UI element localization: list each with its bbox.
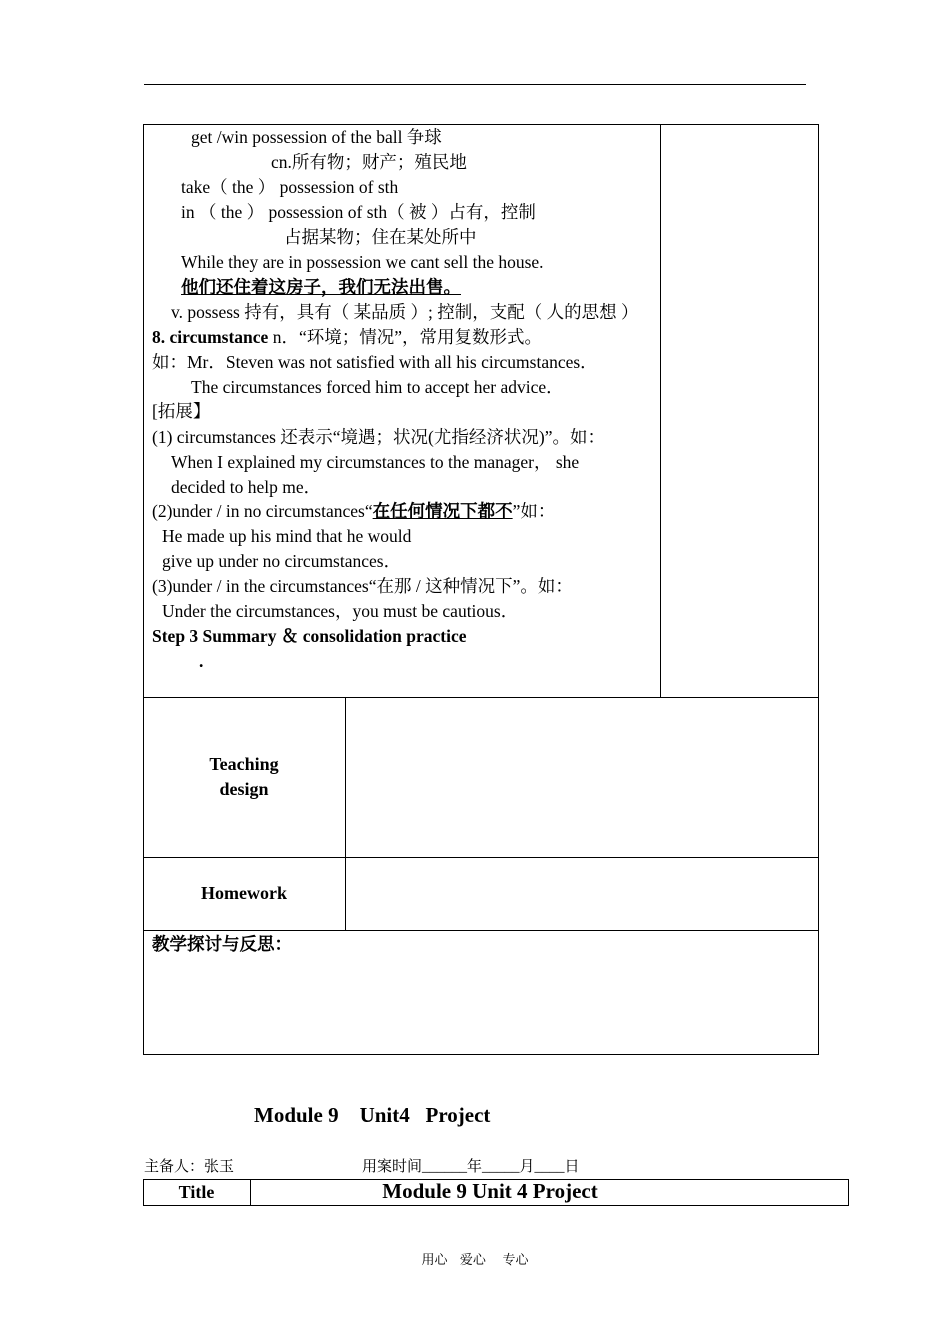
usage-date: 用案时间______年_____月____日 [362, 1159, 580, 1175]
lesson-line: The circumstances forced him to accept her advice． [191, 377, 564, 397]
reflection-label: 教学探讨与反思： [152, 934, 292, 954]
lesson-line: Under the circumstances，you must be cautious． [162, 601, 519, 621]
lesson-column-divider [660, 124, 661, 697]
teaching-design-label-line2: design [219, 779, 269, 799]
lesson-line: give up under no circumstances． [162, 551, 402, 571]
lesson-line: get /win possession of the ball 争球 [191, 127, 442, 147]
lesson-line: When I explained my circumstances to the manager， she [171, 452, 580, 472]
lesson-line: He made up his mind that he would [162, 526, 412, 546]
row-divider-3 [143, 930, 819, 931]
preparer: 主备人：张玉 [144, 1159, 235, 1175]
lesson-line: (3)under / in the circumstances“在那 / 这种情况下”。如： [152, 576, 573, 596]
lesson-line-translation: 他们还住着这房子，我们无法出售。 [181, 277, 461, 297]
title-value: Module 9 Unit 4 Project [382, 1179, 598, 1203]
row-divider-1 [143, 697, 819, 698]
label-column-divider [345, 697, 346, 930]
page-footer: 用心 爱心 专心 [421, 1253, 529, 1268]
lesson-line: 如：Mr．Steven was not satisfied with all his circumstances． [152, 352, 598, 372]
phrase-meaning: 在任何情况下都不 [372, 501, 513, 521]
step-heading: Step 3 Summary ＆ consolidation practice [152, 626, 467, 646]
teaching-design-label-line1: Teaching [209, 754, 279, 774]
phrase-suffix: ”如： [512, 501, 556, 521]
lesson-line: cn.所有物；财产；殖民地 [271, 152, 467, 172]
lesson-line: While they are in possession we cant sell the house. [181, 252, 544, 272]
module-title: Module 9 Unit4 Project [254, 1103, 491, 1127]
lesson-line: take（ the ） possession of sth [181, 177, 399, 197]
lesson-line: [拓展】 [152, 401, 211, 421]
vocab-term: 8. circumstance [152, 327, 269, 347]
lesson-line-heading [152, 326, 542, 348]
lesson-line: 占据某物；住在某处所中 [284, 227, 477, 247]
lesson-line: . [199, 651, 204, 671]
teaching-design-label [143, 752, 345, 802]
row-divider-2 [143, 857, 819, 858]
lesson-line [152, 500, 555, 522]
homework-label: Homework [201, 883, 287, 903]
lesson-line: decided to help me． [171, 477, 322, 497]
phrase-intro: (2)under / in no circumstances“ [152, 501, 373, 521]
title-label: Title [178, 1182, 215, 1202]
lesson-line: v. possess 持有，具有（ 某品质 ）; 控制，支配（ 人的思想 ） [171, 302, 639, 322]
lesson-line: in （ the ） possession of sth（ 被 ）占有，控制 [181, 202, 536, 222]
header-rule [144, 84, 806, 85]
lesson-line: (1) circumstances 还表示“境遇；状况(尤指经济状况)”。如： [152, 427, 605, 447]
vocab-definition: n．“环境；情况”，常用复数形式。 [268, 327, 542, 347]
